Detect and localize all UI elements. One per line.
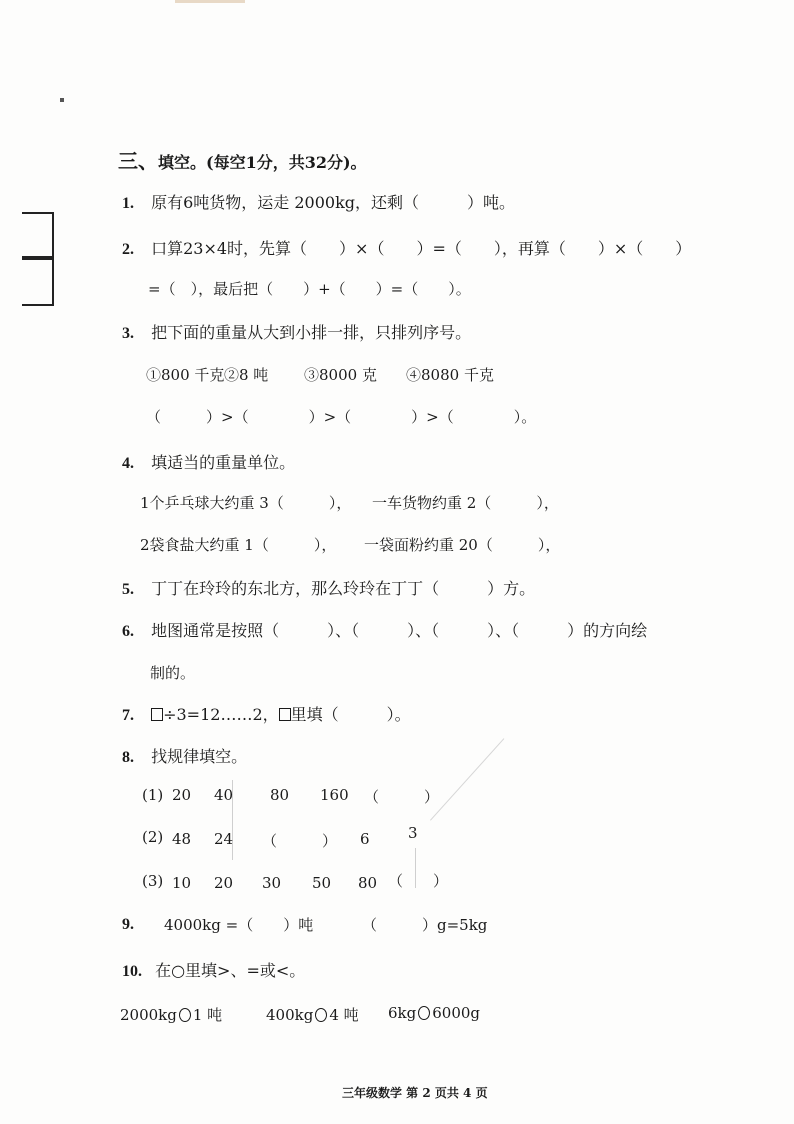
compare-left: 400kg <box>266 1006 314 1024</box>
question-text: 在○里填>、=或<。 <box>155 961 306 980</box>
question-8 <box>122 744 247 767</box>
question-number: 5. <box>122 581 134 598</box>
compare-left: 2000kg <box>120 1006 177 1024</box>
weight-option: ②8 吨 <box>224 366 269 384</box>
blank-square-icon <box>151 708 163 721</box>
question-number: 9. <box>122 916 134 933</box>
weight-option: ④8080 千克 <box>406 366 494 384</box>
compare-right: 4 吨 <box>329 1006 359 1024</box>
sequence-value: 24 <box>214 830 234 848</box>
question-text: 填适当的重量单位。 <box>151 453 296 472</box>
question-number: 7. <box>122 707 134 724</box>
question-text: 把下面的重量从大到小排一排，只排列序号。 <box>151 323 472 342</box>
sequence-value: 3 <box>408 824 418 842</box>
question-number: 8. <box>122 749 134 766</box>
question-7 <box>122 702 411 725</box>
question-text: 找规律填空。 <box>151 747 248 766</box>
unit-item: 一袋面粉约重 20（ ）， <box>364 536 561 554</box>
blank-square-icon <box>279 708 291 721</box>
unit-item: 2袋食盐大约重 1（ ）， <box>140 536 337 554</box>
question-number: 6. <box>122 623 134 640</box>
section-marker: 三、 <box>118 149 158 173</box>
compare-circle-icon <box>179 1008 191 1022</box>
sequence-value: 160 <box>320 786 349 804</box>
sequence-value: 20 <box>172 786 192 804</box>
compare-item <box>388 1004 480 1022</box>
question-10 <box>122 958 305 981</box>
scan-speck <box>60 98 64 102</box>
sequence-blank: （ ） <box>364 788 440 806</box>
unit-item: 1个乒乓球大约重 3（ ）， <box>140 494 352 512</box>
section-title: 填空。(每空1分，共32分)。 <box>158 153 367 172</box>
sequence-label: (2) <box>142 828 164 846</box>
scan-artifact <box>175 0 245 3</box>
compare-circle-icon <box>315 1008 327 1022</box>
question-5 <box>122 576 535 599</box>
question-number: 10. <box>122 963 142 980</box>
page-footer: 三年级数学 第 2 页共 4 页 <box>342 1086 488 1100</box>
sequence-value: 6 <box>360 830 370 848</box>
question-1 <box>122 190 515 213</box>
sequence-value: 48 <box>172 830 192 848</box>
question-2-continued: =（ ），最后把（ ）+（ ）=（ ）。 <box>148 280 471 298</box>
compare-left: 6kg <box>388 1004 417 1022</box>
conversion-b: （ ）g=5kg <box>362 916 488 934</box>
sequence-blank: （ ） <box>262 832 338 850</box>
scan-line <box>430 738 504 820</box>
question-number: 1. <box>122 195 134 212</box>
sequence-value: 80 <box>270 786 290 804</box>
weight-option: ①800 千克 <box>146 366 225 384</box>
unit-item: 一车货物约重 2（ ）， <box>372 494 559 512</box>
sequence-value: 80 <box>358 874 378 892</box>
question-2 <box>122 236 691 259</box>
margin-box-bottom <box>22 256 54 306</box>
compare-right: 6000g <box>432 1004 481 1022</box>
question-9 <box>122 914 134 934</box>
question-text: 里填（ ）。 <box>290 705 411 724</box>
question-text: 地图通常是按照（ ）、（ ）、（ ）、（ ）的方向绘 <box>151 621 648 640</box>
sequence-value: 40 <box>214 786 234 804</box>
sequence-label: (3) <box>142 872 164 890</box>
section-header <box>118 145 367 174</box>
margin-box-top <box>22 212 54 260</box>
compare-item <box>120 1004 222 1025</box>
sequence-value: 30 <box>262 874 282 892</box>
sequence-value: 20 <box>214 874 234 892</box>
question-text: ÷3=12……2， <box>163 705 279 724</box>
sequence-value: 10 <box>172 874 192 892</box>
question-text: 丁丁在玲玲的东北方，那么玲玲在丁丁（ ）方。 <box>151 579 536 598</box>
question-4 <box>122 450 295 473</box>
weight-option: ③8000 克 <box>304 366 377 384</box>
compare-right: 1 吨 <box>192 1006 223 1024</box>
question-number: 2. <box>122 241 134 258</box>
conversion-a: 4000kg =（ ）吨 <box>164 916 314 934</box>
question-6 <box>122 618 647 641</box>
question-3 <box>122 320 471 343</box>
question-6-continued: 制的。 <box>150 664 196 682</box>
question-text: 原有6吨货物，运走 2000kg，还剩（ ）吨。 <box>151 193 516 212</box>
sequence-value: 50 <box>312 874 332 892</box>
compare-item <box>266 1004 359 1025</box>
question-number: 3. <box>122 325 134 342</box>
question-text: 口算23×4时，先算（ ）×（ ）=（ ），再算（ ）×（ ） <box>151 239 692 258</box>
question-number: 4. <box>122 455 134 472</box>
sequence-blank: （ ） <box>388 872 449 890</box>
sequence-label: (1) <box>142 786 164 804</box>
compare-circle-icon <box>418 1006 430 1020</box>
ordering-answer: （ ）>（ ）>（ ）>（ ）。 <box>146 408 537 426</box>
